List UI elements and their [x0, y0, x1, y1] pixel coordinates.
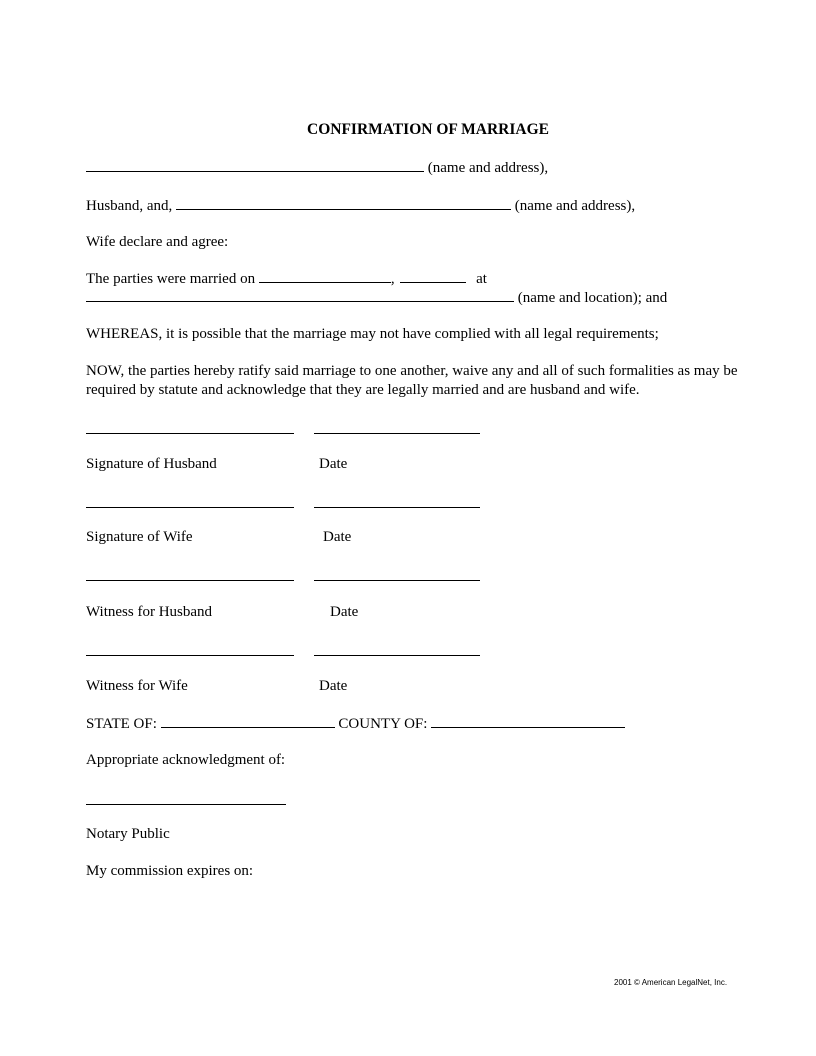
wife-signature-label: Signature of Wife [86, 529, 193, 545]
married-on-label: The parties were married on [86, 271, 256, 287]
husband-witness-label: Witness for Husband [86, 604, 213, 620]
state-county-line [86, 714, 625, 733]
location-line [86, 288, 667, 307]
husband-signature-line[interactable] [86, 433, 294, 434]
husband-witness-date-line[interactable] [314, 580, 480, 581]
husband-name-line [86, 158, 548, 177]
husband-date-label: Date [319, 456, 348, 472]
commission-label: My commission expires on: [86, 863, 254, 879]
husband-signature-label: Signature of Husband [86, 456, 217, 472]
now-paragraph: NOW, the parties hereby ratify said marriage to one another, waive any and all of such formalities as may be required by statute and acknowledge that they are legally married and are husband and wife. [86, 363, 738, 398]
state-field[interactable] [161, 714, 335, 728]
wife-witness-date-line[interactable] [314, 655, 480, 656]
husband-name-suffix: (name and address), [427, 160, 549, 176]
whereas-clause: WHEREAS, it is possible that the marriage may not have complied with all legal requirements; [86, 326, 659, 342]
husband-name-field[interactable] [86, 158, 424, 172]
document-title: CONFIRMATION OF MARRIAGE [307, 121, 549, 138]
notary-label: Notary Public [86, 826, 170, 842]
marriage-date-field[interactable] [259, 269, 391, 283]
marriage-location-field[interactable] [86, 288, 514, 302]
wife-name-line [86, 196, 635, 215]
acknowledgment-label: Appropriate acknowledgment of: [86, 752, 286, 768]
county-label: COUNTY OF: [338, 716, 428, 732]
notary-signature-line[interactable] [86, 804, 286, 805]
wife-date-line[interactable] [314, 507, 480, 508]
wife-witness-date-label: Date [319, 678, 348, 694]
declare-label: Wife declare and agree: [86, 234, 229, 250]
husband-witness-date-label: Date [330, 604, 359, 620]
at-label: at [476, 271, 487, 287]
wife-signature-line[interactable] [86, 507, 294, 508]
copyright-footer: 2001 © American LegalNet, Inc. [614, 978, 728, 987]
wife-name-suffix: (name and address), [514, 198, 636, 214]
location-suffix: (name and location); and [517, 290, 668, 306]
wife-witness-label: Witness for Wife [86, 678, 188, 694]
marriage-year-field[interactable] [400, 269, 466, 283]
state-label: STATE OF: [86, 716, 157, 732]
married-on-comma: , [390, 271, 395, 287]
husband-and-label: Husband, and, [86, 198, 173, 214]
husband-witness-line[interactable] [86, 580, 294, 581]
wife-name-field[interactable] [176, 196, 511, 210]
county-field[interactable] [431, 714, 625, 728]
husband-date-line[interactable] [314, 433, 480, 434]
wife-date-label: Date [323, 529, 352, 545]
married-on-line [86, 269, 487, 288]
wife-witness-line[interactable] [86, 655, 294, 656]
